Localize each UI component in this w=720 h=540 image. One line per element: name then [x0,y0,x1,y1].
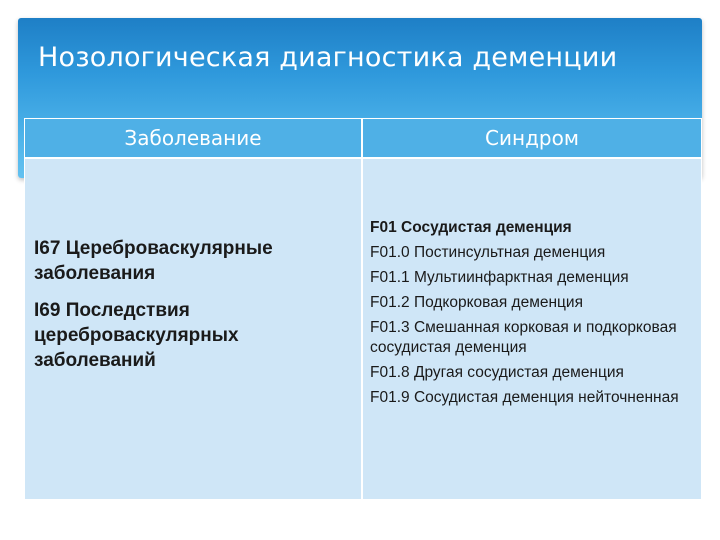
spacer [34,286,352,298]
syndrome-item: F01.1 Мультиинфарктная деменция [370,269,629,286]
disease-list [34,236,352,373]
disease-line: цереброваскулярных [34,325,239,346]
column-header-disease: Заболевание [24,118,362,158]
slide-title: Нозологическая диагностика деменции [38,42,618,73]
syndrome-item: F01 Сосудистая деменция [370,219,572,236]
column-header-syndrome: Синдром [362,118,702,158]
syndrome-item: F01.9 Сосудистая деменция нейточненная [370,389,679,406]
syndrome-item: F01.8 Другая сосудистая деменция [370,364,624,381]
syndrome-list [370,218,696,413]
syndrome-item: F01.0 Постинсультная деменция [370,244,606,261]
disease-line: заболевания [34,263,156,284]
disease-line: заболеваний [34,350,156,371]
disease-line: I67 Цереброваскулярные [34,238,273,259]
disease-line: I69 Последствия [34,300,190,321]
syndrome-item: F01.3 Смешанная корковая и подкорковая сосудистая деменция [370,319,677,356]
syndrome-item: F01.2 Подкорковая деменция [370,294,583,311]
